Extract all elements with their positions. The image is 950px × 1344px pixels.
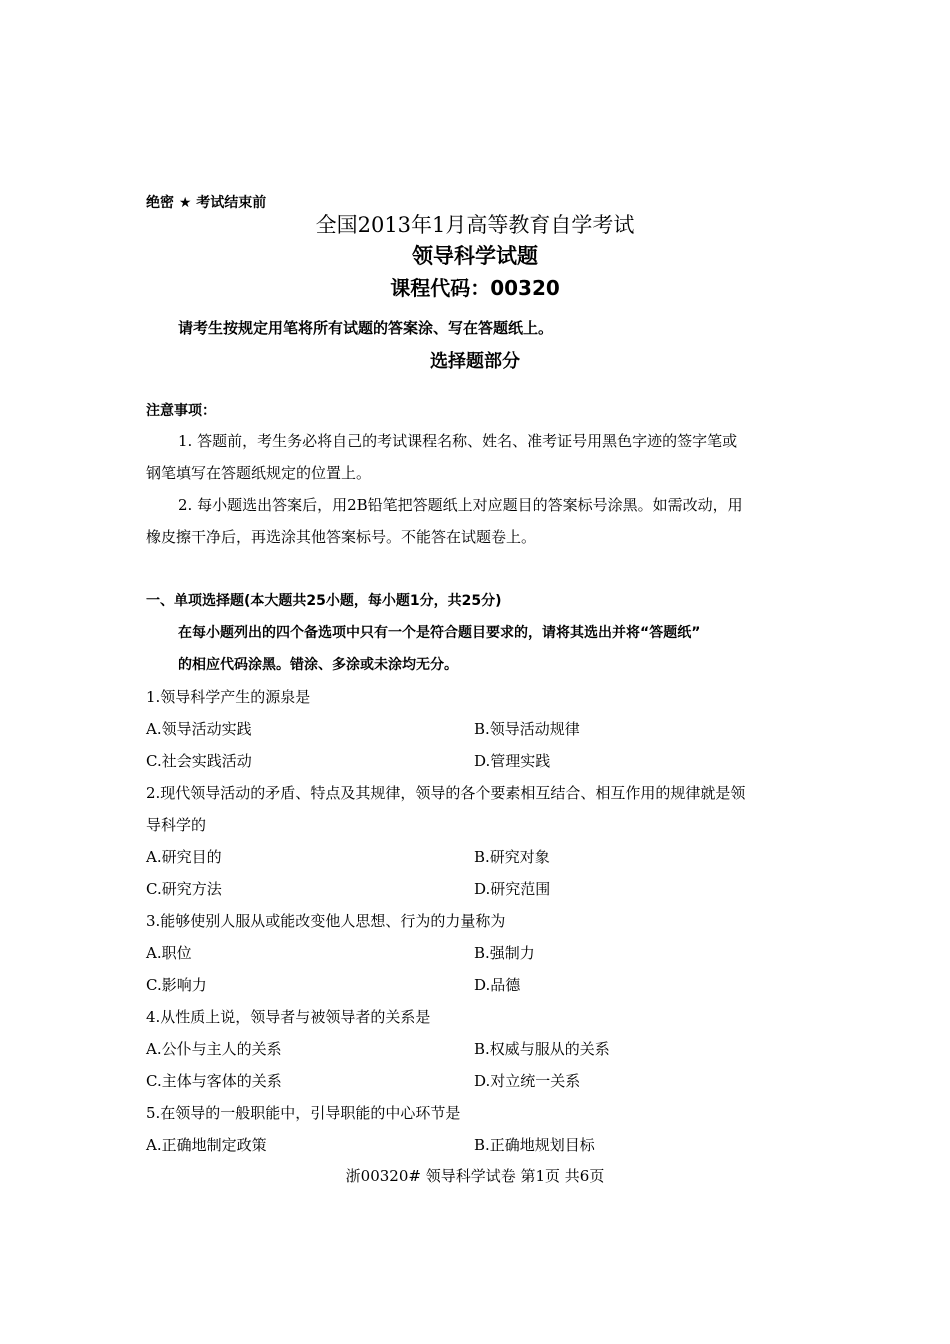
option-d: D.管理实践 xyxy=(474,752,551,770)
confidential-mark: 绝密 ★ 考试结束前 xyxy=(146,195,267,211)
notes-heading: 注意事项： xyxy=(146,403,216,419)
question-stem: 4.从性质上说，领导者与被领导者的关系是 xyxy=(146,1008,431,1026)
option-a: A.研究目的 xyxy=(146,848,222,866)
option-c: C.研究方法 xyxy=(146,880,222,898)
option-b: B.权威与服从的关系 xyxy=(474,1040,610,1058)
option-c: C.社会实践活动 xyxy=(146,752,252,770)
option-d: D.品德 xyxy=(474,976,521,994)
section-desc-line-1: 在每小题列出的四个备选项中只有一个是符合题目要求的，请将其选出并将“答题纸” xyxy=(178,625,701,641)
option-a: A.公仆与主人的关系 xyxy=(146,1040,282,1058)
option-a: A.领导活动实践 xyxy=(146,720,252,738)
option-b: B.研究对象 xyxy=(474,848,550,866)
option-b: B.正确地规划目标 xyxy=(474,1136,595,1154)
option-d: D.对立统一关系 xyxy=(474,1072,581,1090)
option-b: B.强制力 xyxy=(474,944,535,962)
question-stem: 2.现代领导活动的矛盾、特点及其规律，领导的各个要素相互结合、相互作用的规律就是领 xyxy=(146,784,746,802)
answer-instruction: 请考生按规定用笔将所有试题的答案涂、写在答题纸上。 xyxy=(178,319,554,337)
option-c: C.影响力 xyxy=(146,976,207,994)
question-stem-continued: 导科学的 xyxy=(146,816,207,834)
section-desc-line-2: 的相应代码涂黑。错涂、多涂或未涂均无分。 xyxy=(178,657,458,673)
option-a: A.职位 xyxy=(146,944,192,962)
note-1-line-1: 1. 答题前，考生务必将自己的考试课程名称、姓名、准考证号用黑色字迹的签字笔或 xyxy=(178,432,738,450)
course-code: 课程代码：00320 xyxy=(390,276,560,300)
option-b: B.领导活动规律 xyxy=(474,720,580,738)
exam-title: 全国2013年1月高等教育自学考试 xyxy=(315,213,635,237)
option-d: D.研究范围 xyxy=(474,880,551,898)
subject-title: 领导科学试题 xyxy=(412,244,538,268)
option-a: A.正确地制定政策 xyxy=(146,1136,267,1154)
note-2-line-2: 橡皮擦干净后，再选涂其他答案标号。不能答在试题卷上。 xyxy=(146,528,537,546)
question-stem: 5.在领导的一般职能中，引导职能的中心环节是 xyxy=(146,1104,461,1122)
option-c: C.主体与客体的关系 xyxy=(146,1072,282,1090)
note-2-line-1: 2. 每小题选出答案后，用2B铅笔把答题纸上对应题目的答案标号涂黑。如需改动，用 xyxy=(178,496,743,514)
note-1-line-2: 钢笔填写在答题纸规定的位置上。 xyxy=(146,464,372,482)
question-stem: 3.能够使别人服从或能改变他人思想、行为的力量称为 xyxy=(146,912,506,930)
part-title: 选择题部分 xyxy=(430,351,520,372)
question-stem: 1.领导科学产生的源泉是 xyxy=(146,688,311,706)
section-heading: 一、单项选择题(本大题共25小题，每小题1分，共25分) xyxy=(146,593,502,609)
page-footer: 浙00320# 领导科学试卷 第1页 共6页 xyxy=(345,1167,605,1185)
